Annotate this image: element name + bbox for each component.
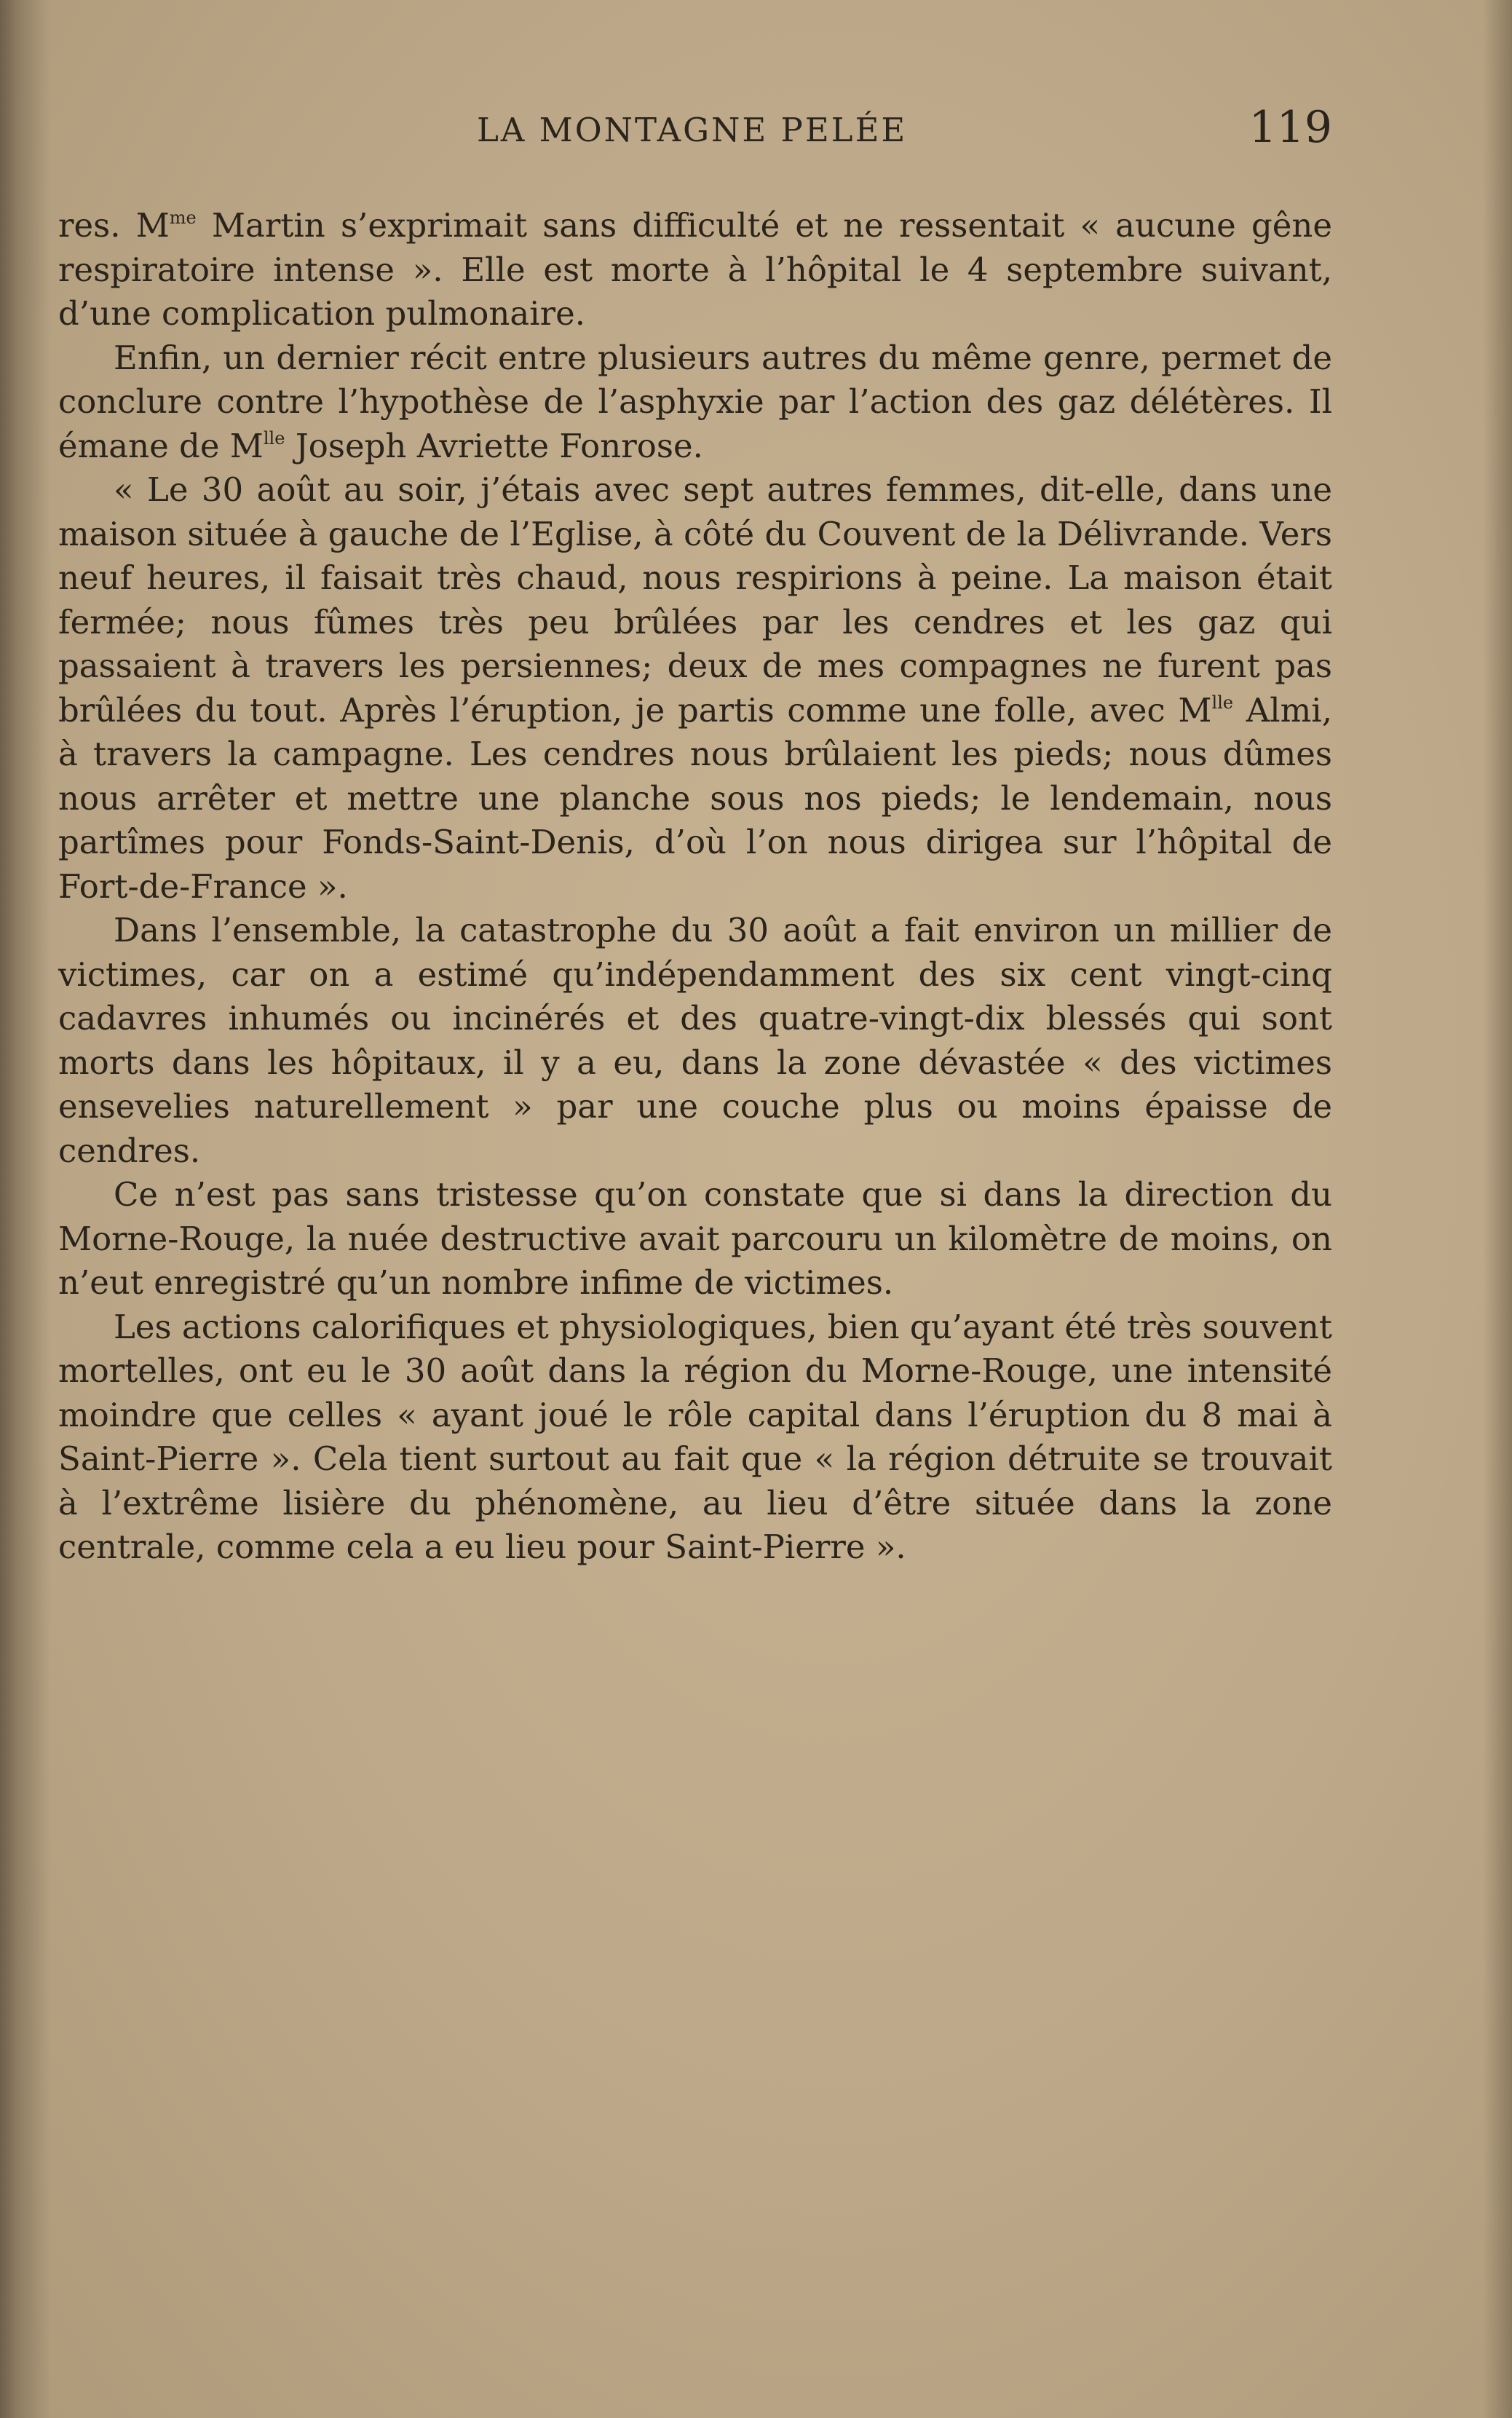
paragraph-3: [58, 468, 1332, 909]
running-title: LA MONTAGNE PELÉE: [477, 111, 908, 149]
superscript: lle: [263, 427, 285, 449]
paragraph-6: [58, 1305, 1332, 1570]
paragraph-text: « Le 30 août au soir, j’étais avec sept autres femmes, dit-elle, dans une maison située à gauche de l’Eglise, à côté du Couvent de la Délivrande. Vers neuf heures, il faisait très chaud, nous respirions à peine. La maison était fermée; nous fûmes très peu brûlées par les cendres et les gaz qui passaient à travers les persiennes; deux de mes compagnes ne furent pas brûlées du tout. Après l’éruption, je partis comme une folle, avec M: [58, 470, 1332, 730]
paragraph-text: Joseph Avriette Fonrose.: [285, 426, 703, 465]
paragraph-text: Martin s’exprimait sans difficulté et ne ressentait « aucune gêne respiratoire intense ». Elle est morte à l’hôpital le 4 septembre suivant, d’une complication pulmonaire.: [58, 206, 1333, 333]
paragraph-4: [58, 909, 1332, 1173]
paragraph-text: res. M: [58, 206, 170, 245]
superscript: me: [169, 208, 197, 228]
body-text: [58, 204, 1332, 1570]
paragraph-text: Ce n’est pas sans tristesse qu’on constate que si dans la direction du Morne-Rouge, la nuée destructive avait parcouru un kilomètre de moins, on n’eut enregistré qu’un nombre infime de victimes.: [58, 1175, 1332, 1302]
paragraph-1: [58, 204, 1332, 336]
running-header: [58, 102, 1332, 160]
page-binding-shadow: [0, 0, 51, 2418]
paragraph-text: Dans l’ensemble, la catastrophe du 30 août a fait environ un millier de victimes, car on a estimé qu’indépendamment des six cent vingt-cinq cadavres inhumés ou incinérés et des quatre-vingt-dix blessés qui sont morts dans les hôpitaux, il y a eu, dans la zone dévastée « des victimes ensevelies naturellement » par une couche plus ou moins épaisse de cendres.: [58, 911, 1332, 1170]
page-number: 119: [1248, 102, 1332, 153]
paragraph-text: Enfin, un dernier récit entre plusieurs autres du même genre, permet de conclure contre l’hypothèse de l’asphyxie par l’action des gaz délétères. Il émane de M: [58, 338, 1332, 465]
page-edge-shadow: [1483, 0, 1512, 2418]
paragraph-text: Almi, à travers la campagne. Les cendres nous brûlaient les pieds; nous dûmes nous arrêter et mettre une planche sous nos pieds; le lendemain, nous partîmes pour Fonds-Saint-Denis, d’où l’on nous dirigea sur l’hôpital de Fort-de-France ».: [58, 690, 1332, 906]
paragraph-2: [58, 336, 1332, 469]
paragraph-text: Les actions calorifiques et physiologiques, bien qu’ayant été très souvent mortelles, ont eu le 30 août dans la région du Morne-Rouge, une intensité moindre que celles « ayant joué le rôle capital dans l’éruption du 8 mai à Saint-Pierre ». Cela tient surtout au fait que « la région détruite se trouvait à l’extrême lisière du phénomène, au lieu d’être située dans la zone centrale, comme cela a eu lieu pour Saint-Pierre ».: [58, 1307, 1332, 1566]
superscript: lle: [1211, 692, 1234, 713]
paragraph-5: [58, 1173, 1332, 1305]
